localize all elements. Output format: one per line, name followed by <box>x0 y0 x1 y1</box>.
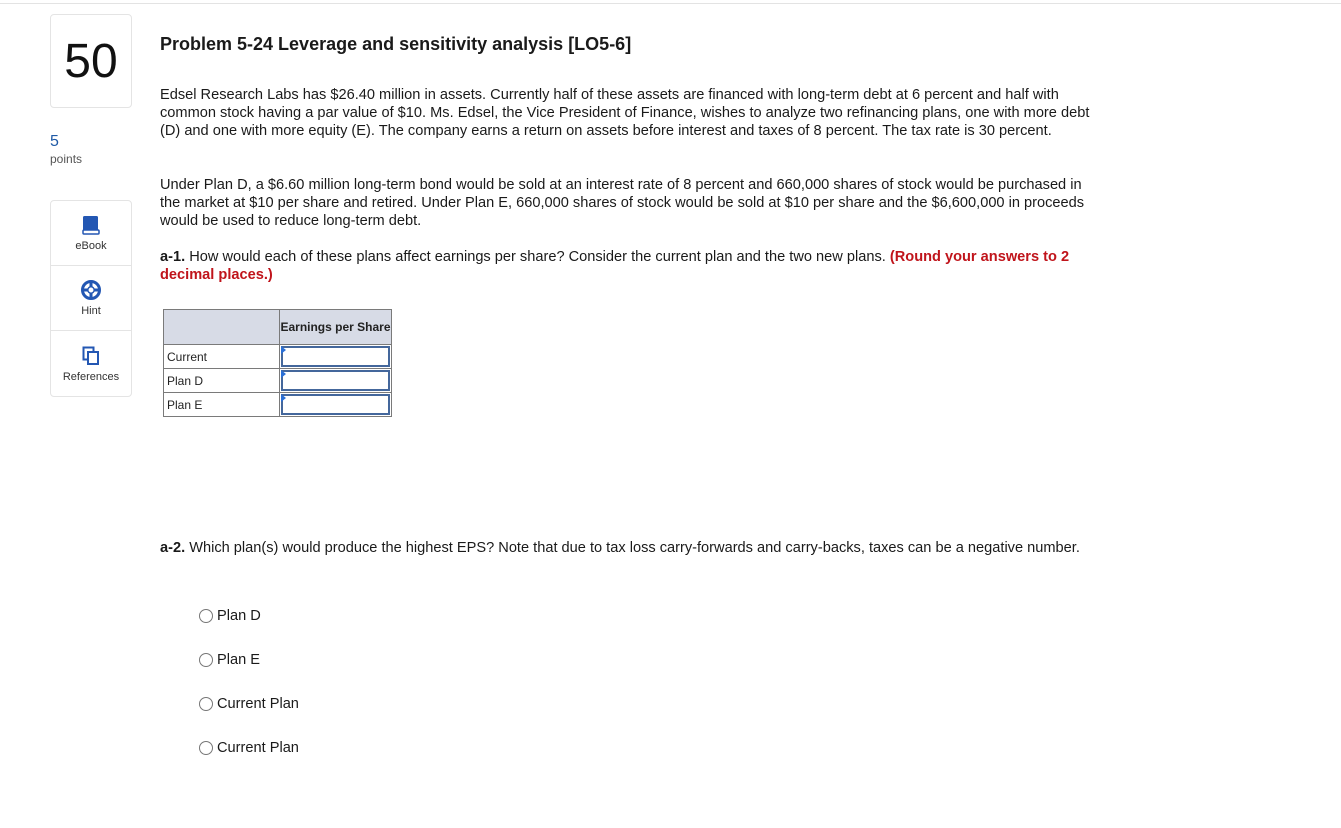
row-label-plan-e: Plan E <box>164 393 280 417</box>
question-number: 50 <box>50 14 132 108</box>
radio-option-current-plan-2[interactable] <box>199 740 299 756</box>
eps-plan-e-input[interactable] <box>281 394 390 415</box>
radio-label: Current Plan <box>217 696 299 712</box>
book-icon <box>82 214 100 236</box>
references-label: References <box>62 370 120 383</box>
radio-button[interactable] <box>199 609 213 623</box>
hint-label: Hint <box>81 305 101 317</box>
a2-text: Which plan(s) would produce the highest EPS? Note that due to tax loss carry-forwards and carry-backs, taxes can be a negative number. <box>185 540 1080 556</box>
a1-text: How would each of these plans affect earnings per share? Consider the current plan and the two new plans. <box>185 249 890 265</box>
ebook-button[interactable] <box>51 201 131 266</box>
radio-option-plan-d[interactable] <box>199 608 261 624</box>
hint-button[interactable] <box>51 266 131 331</box>
radio-button[interactable] <box>199 741 213 755</box>
radio-label: Plan E <box>217 652 260 668</box>
lifebuoy-icon <box>81 279 101 301</box>
eps-current-input[interactable] <box>281 346 390 367</box>
radio-option-plan-e[interactable] <box>199 652 260 668</box>
table-row <box>164 345 392 369</box>
radio-label: Plan D <box>217 608 261 624</box>
row-label-plan-d: Plan D <box>164 369 280 393</box>
radio-option-current-plan[interactable] <box>199 696 299 712</box>
references-button[interactable] <box>51 331 131 396</box>
input-marker-icon <box>281 370 286 378</box>
input-marker-icon <box>281 394 286 402</box>
table-row <box>164 369 392 393</box>
a1-rounding-note: (Round your answers to 2 decimal places.) <box>160 249 1070 283</box>
question-a1 <box>160 248 1105 284</box>
points-label: points <box>50 152 83 166</box>
radio-label: Current Plan <box>217 740 299 756</box>
eps-plan-d-input[interactable] <box>281 370 390 391</box>
points-value: 5 <box>50 133 59 150</box>
problem-paragraph-2: Under Plan D, a $6.60 million long-term bond would be sold at an interest rate of 8 percent and 660,000 shares of stock would be purchased in the market at $10 per share and retired. Under Plan E, 660,000 shares of stock would be sold at $10 per share and the $6,600,000 in proceeds would be used to reduce long-term debt. <box>160 177 1085 229</box>
copy-icon <box>82 345 100 367</box>
radio-button[interactable] <box>199 697 213 711</box>
radio-button[interactable] <box>199 653 213 667</box>
problem-paragraph-1: Edsel Research Labs has $26.40 million in assets. Currently half of these assets are financed with long-term debt at 6 percent and half with common stock having a par value of $10. Ms. Edsel, the Vice President of Finance, wishes to analyze two refinancing plans, one with more debt (D) and one with more equity (E). The company earns a return on assets before interest and taxes of 8 percent. The tax rate is 30 percent. <box>160 87 1090 139</box>
top-divider <box>0 3 1341 4</box>
eps-table <box>163 309 392 417</box>
table-row <box>164 393 392 417</box>
table-corner-header <box>164 310 280 345</box>
input-marker-icon <box>281 346 286 354</box>
a1-label: a-1. <box>160 249 186 265</box>
tools-panel <box>50 200 132 397</box>
problem-title: Problem 5-24 Leverage and sensitivity analysis [LO5-6] <box>160 34 632 54</box>
row-label-current: Current <box>164 345 280 369</box>
a2-label: a-2. <box>160 540 186 556</box>
question-a2 <box>160 539 1105 557</box>
eps-column-header: Earnings per Share <box>280 310 392 345</box>
ebook-label: eBook <box>75 240 107 252</box>
